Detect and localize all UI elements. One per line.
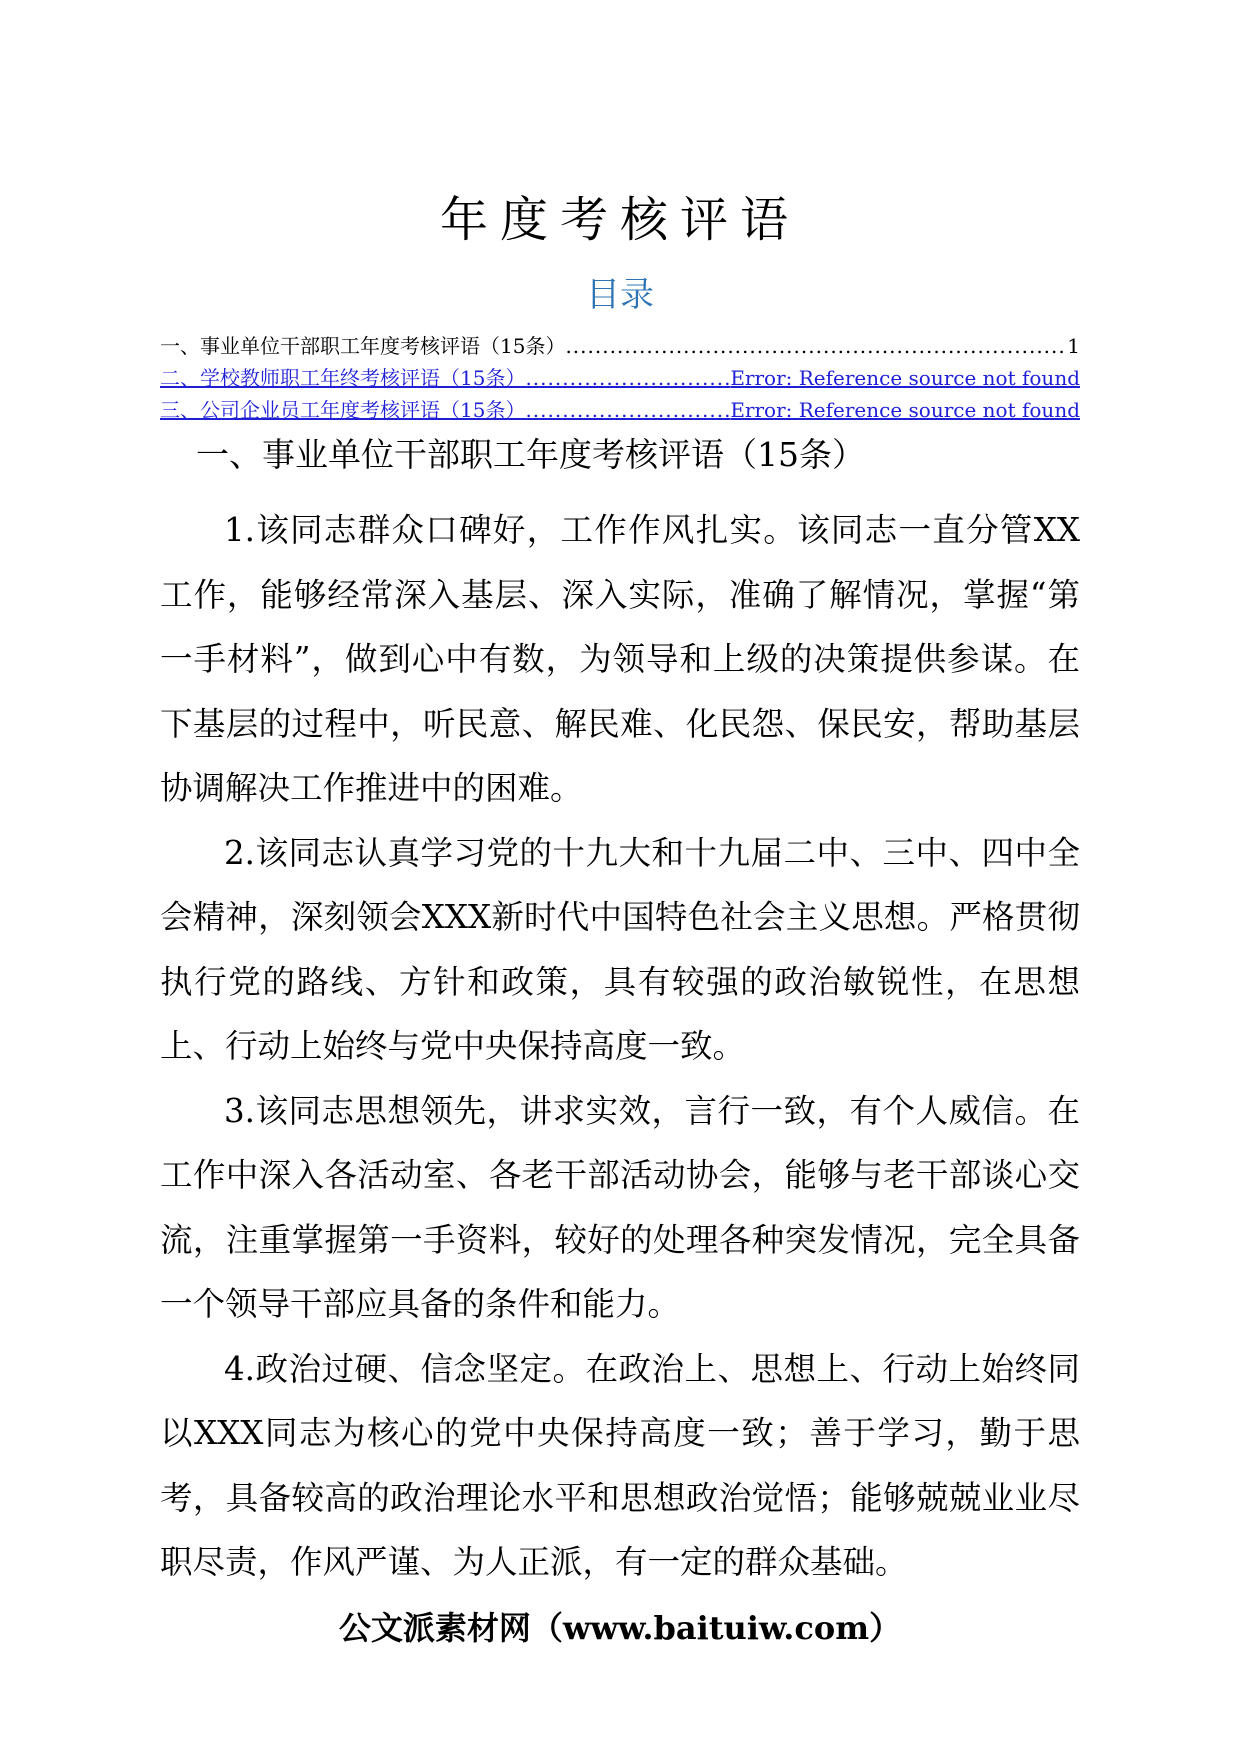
toc-entry-title: 一、事业单位干部职工年度考核评语（15条）	[160, 334, 566, 358]
paragraph-1: 1.该同志群众口碑好，工作作风扎实。该同志一直分管XX工作，能够经常深入基层、深入实际，准确了解情况，掌握“第一手材料”，做到心中有数，为领导和上级的决策提供参谋。在下基层的过程中，听民意、解民难、化民怨、保民安，帮助基层协调解决工作推进中的困难。	[160, 511, 1080, 807]
document-title: 年度考核评语	[439, 192, 800, 248]
section-body	[160, 498, 1080, 1595]
paragraph-3: 3.该同志思想领先，讲求实效，言行一致，有个人威信。在工作中深入各活动室、各老干部活动协会，能够与老干部谈心交流，注重掌握第一手资料，较好的处理各种突发情况，完全具备一个领导干部应具备的条件和能力。	[160, 1091, 1080, 1323]
toc-entry-3[interactable]	[160, 394, 1080, 426]
toc-entry-page: Error: Reference source not found	[730, 398, 1080, 422]
toc-entry-title: 二、学校教师职工年终考核评语（15条）	[160, 366, 526, 390]
section-heading: 一、事业单位干部职工年度考核评语（15条）	[196, 435, 865, 474]
paragraph-2: 2.该同志认真学习党的十九大和十九届二中、三中、四中全会精神，深刻领会XXX新时代中国特色社会主义思想。严格贯彻执行党的路线、方针和政策，具有较强的政治敏锐性，在思想上、行动上始终与党中央保持高度一致。	[160, 833, 1080, 1065]
table-of-contents	[160, 330, 1080, 426]
toc-entry-page: Error: Reference source not found	[730, 366, 1080, 390]
toc-dot-leader	[565, 330, 1067, 362]
toc-entry-1[interactable]	[160, 330, 1080, 362]
page-footer-watermark: 公文派素材网（www.baituiw.com）	[338, 1609, 902, 1647]
paragraph-4: 4.政治过硬、信念坚定。在政治上、思想上、行动上始终同以XXX同志为核心的党中央保持高度一致；善于学习，勤于思考，具备较高的政治理论水平和思想政治觉悟；能够兢兢业业尽职尽责，作风严谨、为人正派，有一定的群众基础。	[160, 1349, 1080, 1581]
toc-entry-title: 三、公司企业员工年度考核评语（15条）	[160, 398, 526, 422]
toc-dot-leader	[525, 362, 730, 394]
toc-dot-leader	[525, 394, 730, 426]
toc-heading: 目录	[586, 275, 654, 315]
toc-entry-page: 1	[1067, 334, 1080, 358]
toc-entry-2[interactable]	[160, 362, 1080, 394]
